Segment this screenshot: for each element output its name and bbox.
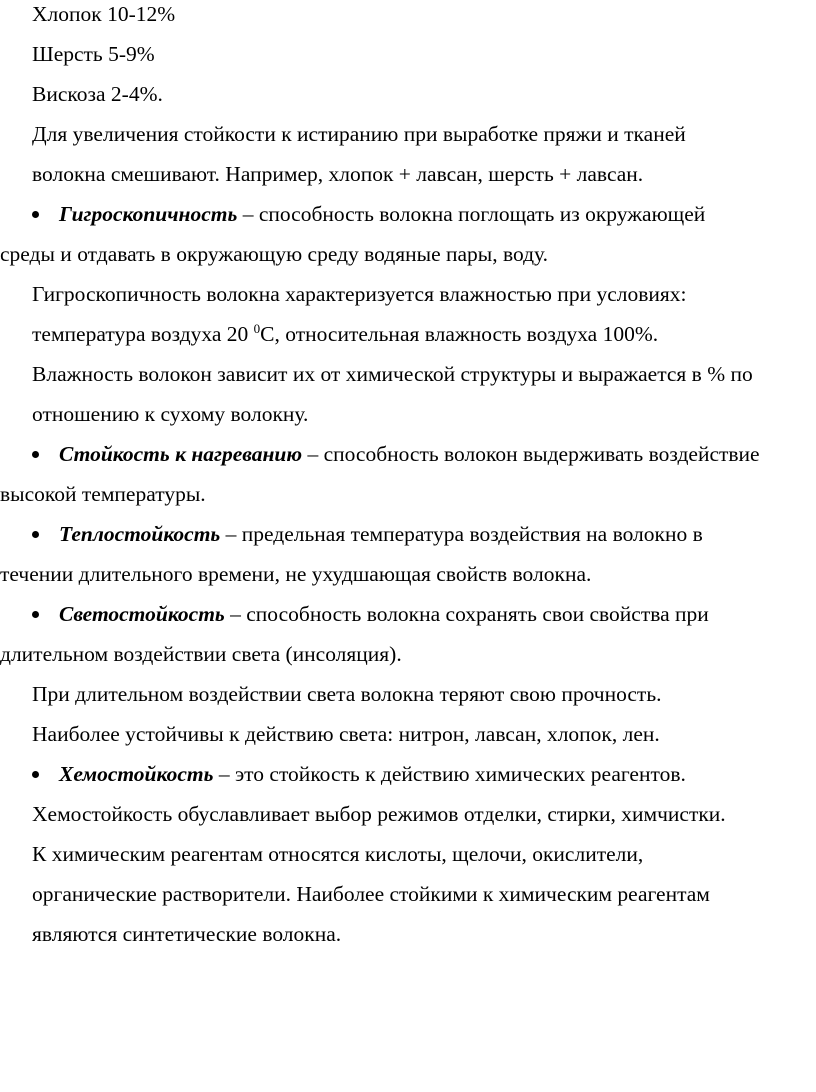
- bullet-item-hygroscopicity: [0, 194, 816, 234]
- text-line: течении длительного времени, не ухудшающая свойств волокна.: [0, 562, 592, 586]
- text-line: Хлопок 10-12%: [32, 2, 176, 26]
- text-line: Гигроскопичность волокна характеризуется влажностью при условиях:: [32, 282, 687, 306]
- text-line: Наиболее устойчивы к действию света: нитрон, лавсан, хлопок, лен.: [32, 722, 660, 746]
- text-line: Вискоза 2-4%.: [32, 82, 163, 106]
- text-line: Хемостойкость обуславливает выбор режимов отделки, стирки, химчистки.: [32, 802, 726, 826]
- text-line: высокой температуры.: [0, 482, 206, 506]
- bullet-icon: [32, 611, 39, 618]
- term: Теплостойкость: [59, 522, 221, 546]
- definition: – это стойкость к действию химических реагентов.: [213, 762, 686, 786]
- text-line: [0, 314, 816, 354]
- definition: – способность волокон выдерживать воздействие: [302, 442, 760, 466]
- text-line: органические растворители. Наиболее стойкими к химическим реагентам: [32, 882, 710, 906]
- text-span: температура воздуха 20: [32, 322, 254, 346]
- definition: – предельная температура воздействия на волокно в: [220, 522, 703, 546]
- term: Гигроскопичность: [59, 202, 238, 226]
- text-line: волокна смешивают. Например, хлопок + лавсан, шерсть + лавсан.: [32, 162, 644, 186]
- text-span: С, относительная влажность воздуха 100%.: [260, 322, 659, 346]
- definition: – способность волокна поглощать из окружающей: [237, 202, 706, 226]
- text-line: длительном воздействии света (инсоляция).: [0, 642, 402, 666]
- bullet-item-heat-resistance: [0, 434, 816, 474]
- bullet-icon: [32, 531, 39, 538]
- superscript: 0: [253, 321, 261, 336]
- text-line: К химическим реагентам относятся кислоты, щелочи, окислители,: [32, 842, 644, 866]
- text-line: являются синтетические волокна.: [32, 922, 342, 946]
- text-line: Влажность волокон зависит их от химической структуры и выражается в % по: [32, 362, 753, 386]
- text-line: Для увеличения стойкости к истиранию при выработке пряжи и тканей: [32, 122, 686, 146]
- term: Стойкость к нагреванию: [59, 442, 303, 466]
- bullet-item-chemical-resistance: [0, 754, 816, 794]
- term: Хемостойкость: [59, 762, 214, 786]
- text-line: При длительном воздействии света волокна теряют свою прочность.: [32, 682, 662, 706]
- definition: – способность волокна сохранять свои свойства при: [224, 602, 709, 626]
- term: Светостойкость: [59, 602, 225, 626]
- text-line: среды и отдавать в окружающую среду водяные пары, воду.: [0, 242, 549, 266]
- text-line: Шерсть 5-9%: [32, 42, 155, 66]
- bullet-item-light-fastness: [0, 594, 816, 634]
- bullet-icon: [32, 771, 39, 778]
- text-line: отношению к сухому волокну.: [32, 402, 309, 426]
- bullet-icon: [32, 451, 39, 458]
- bullet-icon: [32, 211, 39, 218]
- bullet-item-thermal-stability: [0, 514, 816, 554]
